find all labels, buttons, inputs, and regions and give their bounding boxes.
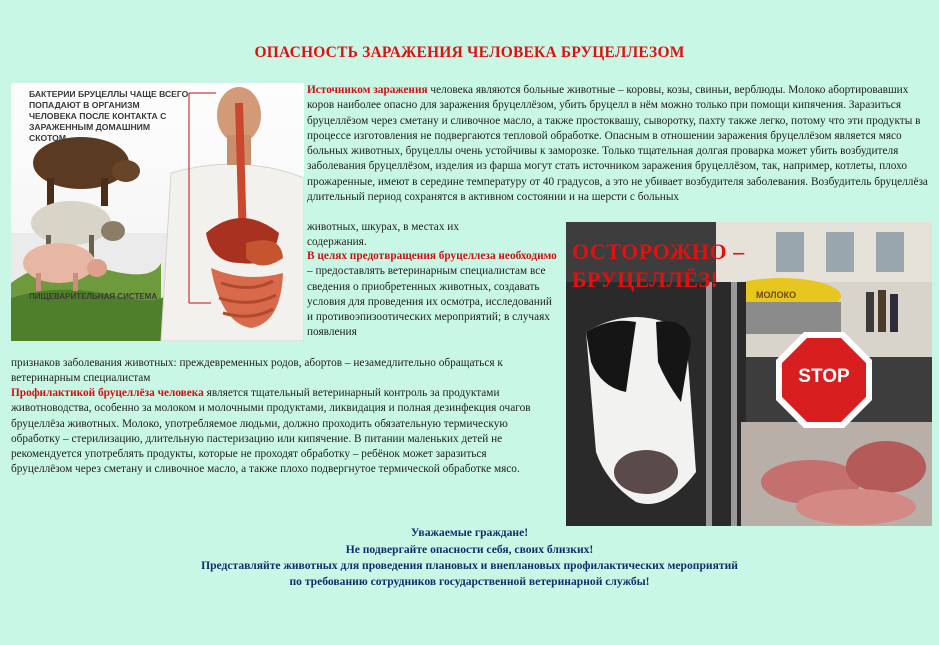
illustration-caption-bottom: ПИЩЕВАРИТЕЛЬНАЯ СИСТЕМА [29, 292, 158, 301]
prevention-text-continued: признаков заболевания животных: преждевременных родов, абортов – незамедлительно обращаться к ветеринарным специалистам [11, 357, 503, 385]
warning-title: ОСТОРОЖНО – БРУЦЕЛЛЁЗ! [572, 239, 745, 292]
source-lead: Источником заражения [307, 84, 428, 96]
stop-sign-label: STOP [798, 366, 850, 387]
section-prevention [307, 249, 557, 341]
prophylaxis-text: является тщательный ветеринарный контроль за продуктами животноводства, особенно за молоком и молочными продуктами, ликвидация и полная дезинфекция очагов бруцеллёза животных. Молоко, употребляемое людьми, должно проходить обязательную термическую обработку – стерилизацию, длительную пастеризацию или кипячение. В питании маленьких детей не рекомендуется употреблять продукты, которые не проходят обработку – ребёнок может заразиться бруцеллёзом через сметану и сливочное масло, а также плохо подвергнутое термической обработке мясо. [11, 387, 531, 476]
appeal-line-1: Уважаемые граждане! [410, 526, 529, 539]
section-prophylaxis [11, 386, 548, 478]
milk-tank-label: МОЛОКО [756, 290, 797, 300]
illustration-caption-top: БАКТЕРИИ БРУЦЕЛЛЫ ЧАЩЕ ВСЕГО ПОПАДАЮТ В ОРГАНИЗМ ЧЕЛОВЕКА ПОСЛЕ КОНТАКТА С ЗАРАЖЕННЫМ ДОМАШНИМ СКОТОМ [29, 89, 189, 143]
appeal-line-4: по требованию сотрудников государственной ветеринарной службы! [289, 575, 650, 588]
appeal-line-2: Не подвергайте опасности себя, своих близких! [345, 543, 594, 556]
prevention-text: – предоставлять ветеринарным специалистам все сведения о приобретенных животных, создавать условия для проведения их осмотра, исследований и противоэпизоотических мероприятий; в случаях появления [307, 265, 552, 339]
page-title: ОПАСНОСТЬ ЗАРАЖЕНИЯ ЧЕЛОВЕКА БРУЦЕЛЛЕЗОМ [254, 44, 685, 61]
warning-photo-collage [566, 222, 932, 526]
prophylaxis-lead: Профилактикой бруцеллёза человека [11, 387, 204, 399]
section-prevention-continued [11, 356, 531, 387]
section-source-continued [307, 220, 487, 251]
prevention-lead: В целях предотвращения бруцеллеза необходимо [307, 250, 557, 262]
source-text-continued: животных, шкурах, в местах их содержания. [307, 221, 459, 249]
digestive-system-illustration [11, 83, 304, 341]
section-source-of-infection [307, 83, 933, 205]
source-text: человека являются больные животные – коровы, козы, свиньи, верблюды. Молоко абортировавших коров наиболее опасно для заражения бруцеллёзом, убить бруцелл в нём можно только при помощи кипячения. Заразиться бруцеллёзом через сметану и сливочное масло, а также простоквашу, сыворотку, пахту также легко, потому что эти продукты в процессе изготовления не подвергаются тепловой обработке. Опасным в отношении заражения бруцеллёзом является мясо больных животных, бруцеллы очень устойчивы к заморозке. Только тщательная долгая проварка может убить возбудителя заболевания бруцеллёзом, изделия из фарша могут стать источником заражения бруцеллёзом, так, например, котлеты, плохо прожаренные, имеют в середине температуру от 40 градусов, а это не убивает возбудителя заболевания. Возбудитель бруцеллёза длительный период сохранятся в активном состоянии и на шерсти с больных [307, 84, 928, 204]
appeal-line-3: Представляйте животных для проведения плановых и внеплановых профилактических мероприятий [201, 559, 738, 572]
